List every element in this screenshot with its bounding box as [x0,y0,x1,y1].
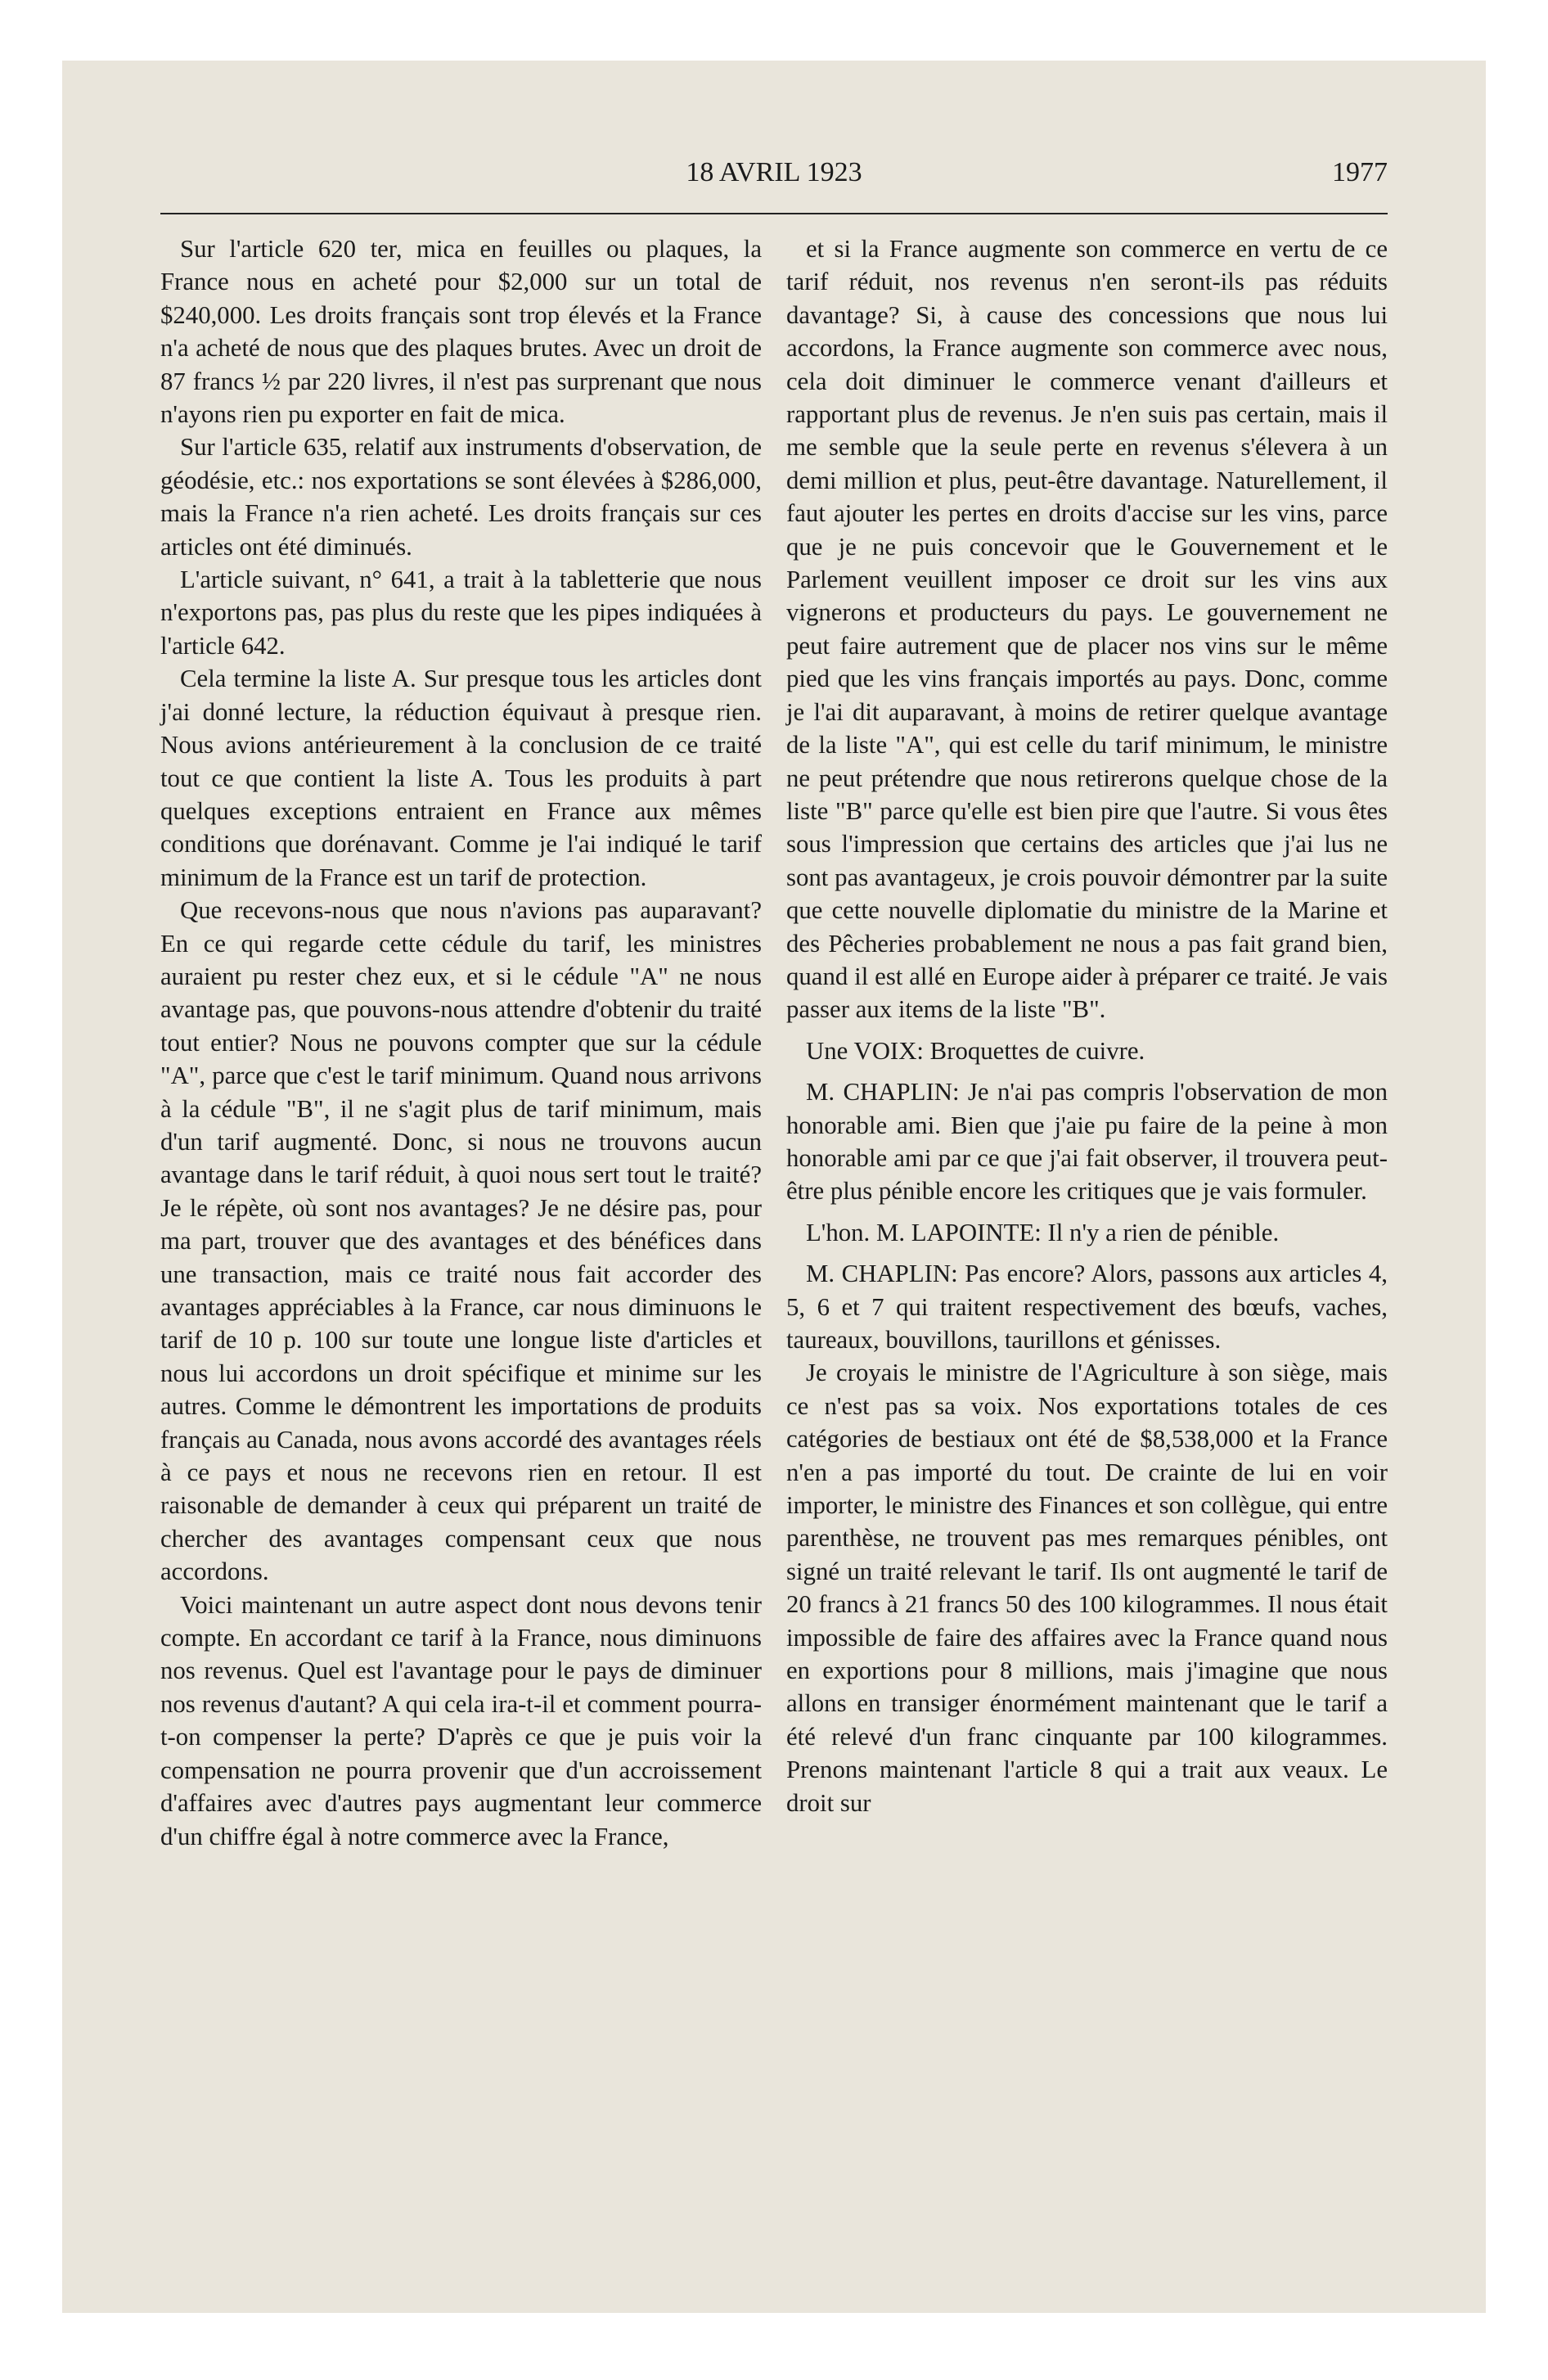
header-rule [160,213,1388,214]
paragraph: Sur l'article 620 ter, mica en feuilles ou plaques, la France nous en acheté pour $2,000 sur un total de $240,000. Les droits français sont trop élevés et la France n'a acheté de nous que des plaques brutes. Avec un droit de 87 francs ½ par 220 livres, il n'est pas surprenant que nous n'ayons rien pu exporter en fait de mica. [160,235,762,429]
page-header [160,157,1388,198]
paragraph: Sur l'article 635, relatif aux instruments d'observation, de géodésie, etc.: nos exportations se sont élevées à $286,000, mais la France n'a rien acheté. Les droits français sur ces articles ont été diminués. [160,433,762,561]
paragraph: Je croyais le ministre de l'Agriculture à son siège, mais ce n'est pas sa voix. Nos exportations totales de ces catégories de bestiaux ont été de $8,538,000 et la France n'en a pas importé du tout. De crainte de lui en voir importer, le ministre des Finances et son collègue, qui entre parenthèse, ne trouvent pas mes remarques pénibles, ont signé un traité relevant le tarif. Ils ont augmenté le tarif de 20 francs à 21 francs 50 des 100 kilogrammes. Il nous était impossible de faire des affaires avec la France quand nous en exportions pour 8 millions, mais j'imagine que nous allons en transiger énormément maintenant que le tarif a été relevé d'un franc cinquante par 100 kilogrammes. Prenons maintenant l'article 8 qui a trait aux veaux. Le droit sur [786,1359,1388,1817]
page-number: 1977 [1332,157,1388,187]
speaker-paragraph: Une VOIX: Broquettes de cuivre. [806,1036,1145,1065]
document-page [62,61,1486,2313]
paragraph: L'article suivant, n° 641, a trait à la tabletterie que nous n'exportons pas, pas plus du reste que les pipes indiquées à l'article 642. [160,566,762,660]
left-column [160,232,762,1853]
paragraph: Voici maintenant un autre aspect dont nous devons tenir compte. En accordant ce tarif à la France, nous diminuons nos revenus. Quel est l'avantage pour le pays de diminuer nos revenus d'autant? A qui cela ira-t-il et comment pourra-t-on compenser la perte? D'après ce que je puis voir la compensation ne pourra provenir que d'un accroissement d'affaires avec d'autres pays augmentant leur commerce d'un chiffre égal à notre commerce avec la France, [160,1590,762,1850]
speaker-paragraph: M. CHAPLIN: Je n'ai pas compris l'observation de mon honorable ami. Bien que j'aie pu faire de la peine à mon honorable ami par ce que j'ai fait observer, il trouvera peut-être plus pénible encore les critiques que je vais formuler. [786,1078,1388,1206]
speaker-paragraph: L'hon. M. LAPOINTE: Il n'y a rien de pénible. [806,1218,1280,1246]
right-column [786,232,1388,1819]
paragraph: Que recevons-nous que nous n'avions pas auparavant? En ce qui regarde cette cédule du tarif, les ministres auraient pu rester chez eux, et si le cédule "A" ne nous avantage pas, que pouvons-nous attendre d'obtenir du traité tout entier? Nous ne pouvons compter que sur la cédule "A", parce que c'est le tarif minimum. Quand nous arrivons à la cédule "B", il ne s'agit plus de tarif minimum, mais d'un tarif augmenté. Donc, si nous ne trouvons aucun avantage dans le tarif réduit, à quoi nous sert tout le traité? Je le répète, où sont nos avantages? Je ne désire pas, pour ma part, trouver que des avantages et des bénéfices dans une transaction, mais ce traité nous fait accorder des avantages appréciables à la France, car nous diminuons le tarif de 10 p. 100 sur toute une longue liste d'articles et nous lui accordons un droit spécifique et minime sur les autres. Comme le démontrent les importations de produits français au Canada, nous avons accordé des avantages réels à ce pays et nous ne recevons rien en retour. Il est raisonable de demander à ceux qui préparent un traité de chercher des avantages compensant ceux que nous accordons. [160,896,762,1586]
header-date: 18 AVRIL 1923 [686,157,862,187]
paragraph: Cela termine la liste A. Sur presque tous les articles dont j'ai donné lecture, la réduction équivaut à presque rien. Nous avions antérieurement à la conclusion de ce traité tout ce que contient la liste A. Tous les produits à part quelques exceptions entraient en France aux mêmes conditions que dorénavant. Comme je l'ai indiqué le tarif minimum de la France est un tarif de protection. [160,665,762,891]
paragraph: et si la France augmente son commerce en vertu de ce tarif réduit, nos revenus n'en seront-ils pas réduits davantage? Si, à cause des concessions que nous lui accordons, la France augmente son commerce avec nous, cela doit diminuer le commerce venant d'ailleurs et rapportant plus de revenus. Je n'en suis pas certain, mais il me semble que la seule perte en revenus s'élevera à un demi million et plus, peut-être davantage. Naturellement, il faut ajouter les pertes en droits d'accise sur les vins, parce que je ne puis concevoir que le Gouvernement et le Parlement veuillent imposer ce droit sur les vins aux vignerons et producteurs du pays. Le gouvernement ne peut faire autrement que de placer nos vins sur le même pied que les vins français importés au pays. Donc, comme je l'ai dit auparavant, à moins de retirer quelque avantage de la liste "A", qui est celle du tarif minimum, le ministre ne peut prétendre que nous retirerons quelque chose de la liste "B" parce qu'elle est bien pire que l'autre. Si vous êtes sous l'impression que certains des articles que j'ai lus ne sont pas avantageux, je crois pouvoir démontrer par la suite que cette nouvelle diplomatie du ministre de la Marine et des Pêcheries probablement ne nous a pas fait grand bien, quand il est allé en Europe aider à préparer ce traité. Je vais passer aux items de la liste "B". [786,235,1388,1024]
speaker-paragraph: M. CHAPLIN: Pas encore? Alors, passons aux articles 4, 5, 6 et 7 qui traitent respectivement des bœufs, vaches, taureaux, bouvillons, taurillons et génisses. [786,1260,1388,1354]
